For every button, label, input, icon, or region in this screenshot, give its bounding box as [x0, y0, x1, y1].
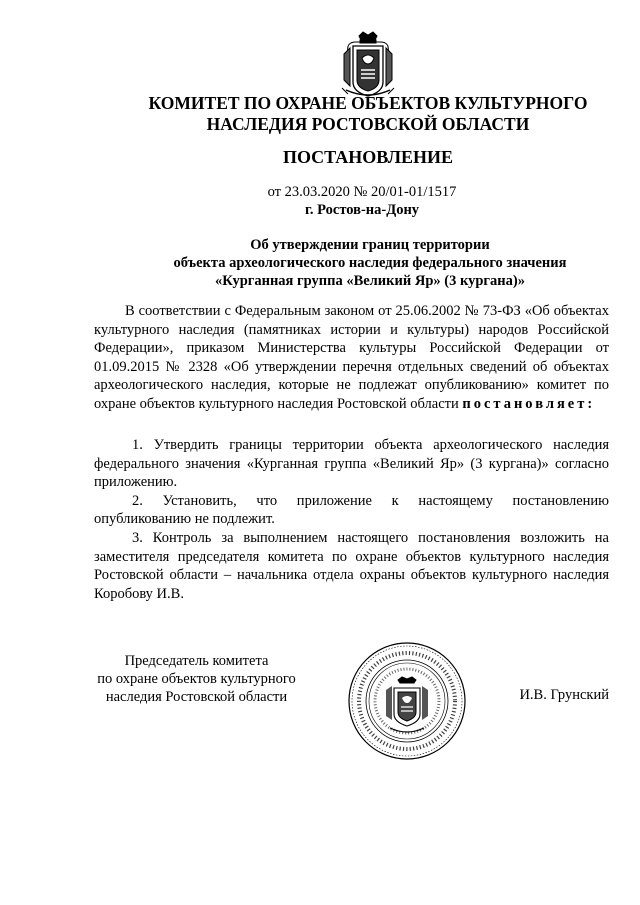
decree-date-number: от 23.03.2020 № 20/01-01/1517 — [267, 184, 457, 200]
preamble-text: В соответствии с Федеральным законом от 25.06.2002 № 73-ФЗ «Об объектах культурного наследия (памятниках истории и культуры) народов Российской Федерации», приказом Министерства культуры Российской Федерации от 01.09.2015 № 2328 «Об утверждении перечня отдельных сведений об объектах археологического наследия, которые не подлежат опубликованию» комитет по охране объектов культурного наследия Ростовской области — [94, 303, 609, 412]
resolves-word: постановляет: — [462, 395, 596, 412]
subject-line-2: объекта археологического наследия федерального значения — [173, 255, 567, 271]
signer-role-line-1: Председатель комитета — [124, 653, 269, 669]
signer-role — [94, 652, 299, 706]
decree-items — [94, 436, 609, 603]
subject-line-3: «Курганная группа «Великий Яр» (3 кургана)» — [215, 273, 525, 289]
signer-role-line-3: наследия Ростовской области — [105, 689, 288, 705]
decree-title: ПОСТАНОВЛЕНИЕ — [282, 147, 454, 167]
signer-name: И.В. Грунский — [519, 687, 609, 703]
preamble-paragraph — [94, 302, 609, 414]
committee-name-line-1: КОМИТЕТ ПО ОХРАНЕ ОБЪЕКТОВ КУЛЬТУРНОГО — [148, 93, 588, 113]
decree-city: г. Ростов-на-Дону — [304, 202, 420, 218]
decree-item-3: 3. Контроль за выполнением настоящего постановления возложить на заместителя председателя комитета по охране объектов культурного наследия Ростовской области – начальника отдела охраны объектов культурного наследия Коробову И.В. — [94, 529, 609, 602]
official-seal-icon — [346, 640, 468, 762]
subject-line-1: Об утверждении границ территории — [250, 237, 490, 253]
committee-name-line-2: НАСЛЕДИЯ РОСТОВСКОЙ ОБЛАСТИ — [206, 114, 530, 134]
decree-item-1: 1. Утвердить границы территории объекта археологического наследия федерального значения «Курганная группа «Великий Яр» (3 кургана)» согласно приложению. — [94, 437, 609, 491]
decree-item-2: 2. Установить, что приложение к настоящему постановлению опубликованию не подлежит. — [94, 492, 609, 528]
coat-of-arms-icon — [338, 30, 398, 100]
signer-role-line-2: по охране объектов культурного — [97, 671, 296, 687]
